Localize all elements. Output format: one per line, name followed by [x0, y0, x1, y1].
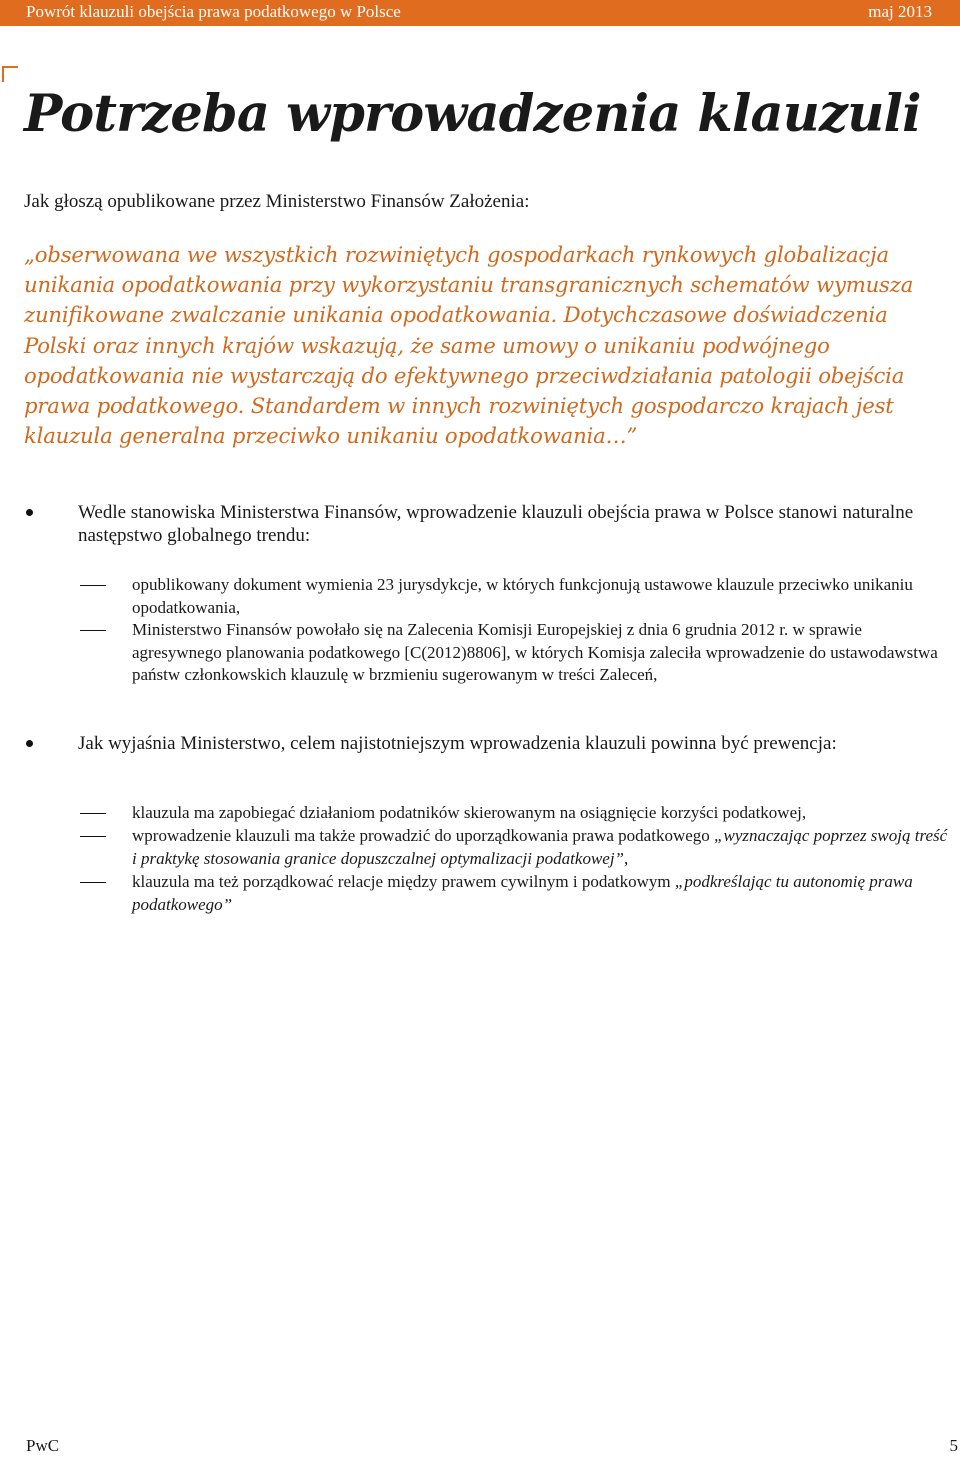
dash-icon: [80, 585, 106, 586]
sub-item-text: klauzula ma zapobiegać działaniom podatników skierowanym na osiągnięcie korzyści podatkowej,: [132, 803, 807, 822]
dash-icon: [80, 836, 106, 837]
page-number: 5: [949, 1436, 958, 1455]
corner-mark: [2, 66, 18, 82]
bullet-text: Jak wyjaśnia Ministerstwo, celem najistotniejszym wprowadzenia klauzuli powinna być prewencja:: [78, 733, 837, 754]
footer-brand: PwC: [26, 1436, 60, 1455]
dash-icon: [80, 813, 106, 814]
bullet-text: Wedle stanowiska Ministerstwa Finansów, wprowadzenie klauzuli obejścia prawa w Polsce stanowi naturalne następstwo globalnego trendu:: [78, 502, 914, 546]
bullet-icon: [26, 509, 33, 516]
sub-item-text: [132, 825, 954, 870]
sub-item-plain: wprowadzenie klauzuli ma także prowadzić do uporządkowania prawa podatkowego: [132, 826, 715, 845]
document-title: Powrót klauzuli obejścia prawa podatkowego w Polsce: [26, 2, 401, 21]
bullet-icon: [26, 740, 33, 747]
sub-item-quote: „wyznaczając poprzez swoją treść i praktykę stosowania granice dopuszczalnej optymalizacji podatkowej”: [132, 826, 948, 868]
dash-icon: [80, 882, 106, 883]
sub-item-text: opublikowany dokument wymienia 23 jurysdykcje, w których funkcjonują ustawowe klauzule przeciwko unikaniu opodatkowania,: [132, 575, 913, 617]
document-date: maj 2013: [868, 2, 932, 21]
sub-item-text: [132, 871, 954, 916]
sub-item-text: Ministerstwo Finansów powołało się na Zalecenia Komisji Europejskiej z dnia 6 grudnia 2012 r. w sprawie agresywnego planowania podatkowego [C(2012)8806], w których Komisja zaleciła wprowadzenie do ustawodawstwa państw członkowskich klauzulę w brzmieniu sugerowanym w treści Zaleceń,: [132, 620, 938, 684]
sub-item-quote: „podkreślając tu autonomię prawa podatkowego”: [132, 872, 913, 914]
sub-item-plain: klauzula ma też porządkować relacje między prawem cywilnym i podatkowym: [132, 872, 675, 891]
header-bar: [0, 0, 960, 26]
dash-icon: [80, 630, 106, 631]
quote-block: „obserwowana we wszystkich rozwiniętych gospodarkach rynkowych globalizacja unikania opodatkowania przy wykorzystaniu transgranicznych schematów wymusza zunifikowane zwalczanie unikania opodatkowania. Dotychczasowe doświadczenia Polski oraz innych krajów wskazują, że same umowy o unikaniu podwójnego opodatkowania nie wystarczają do efektywnego przeciwdziałania patologii obejścia prawa podatkowego. Standardem w innych rozwiniętych gospodarczo krajach jest klauzula generalna przeciwko unikaniu opodatkowania…”: [24, 242, 914, 449]
intro-text: Jak głoszą opublikowane przez Ministerstwo Finansów Założenia:: [24, 191, 530, 212]
page-title: Potrzeba wprowadzenia klauzuli: [24, 84, 921, 144]
sub-item-tail: ,: [624, 848, 629, 868]
